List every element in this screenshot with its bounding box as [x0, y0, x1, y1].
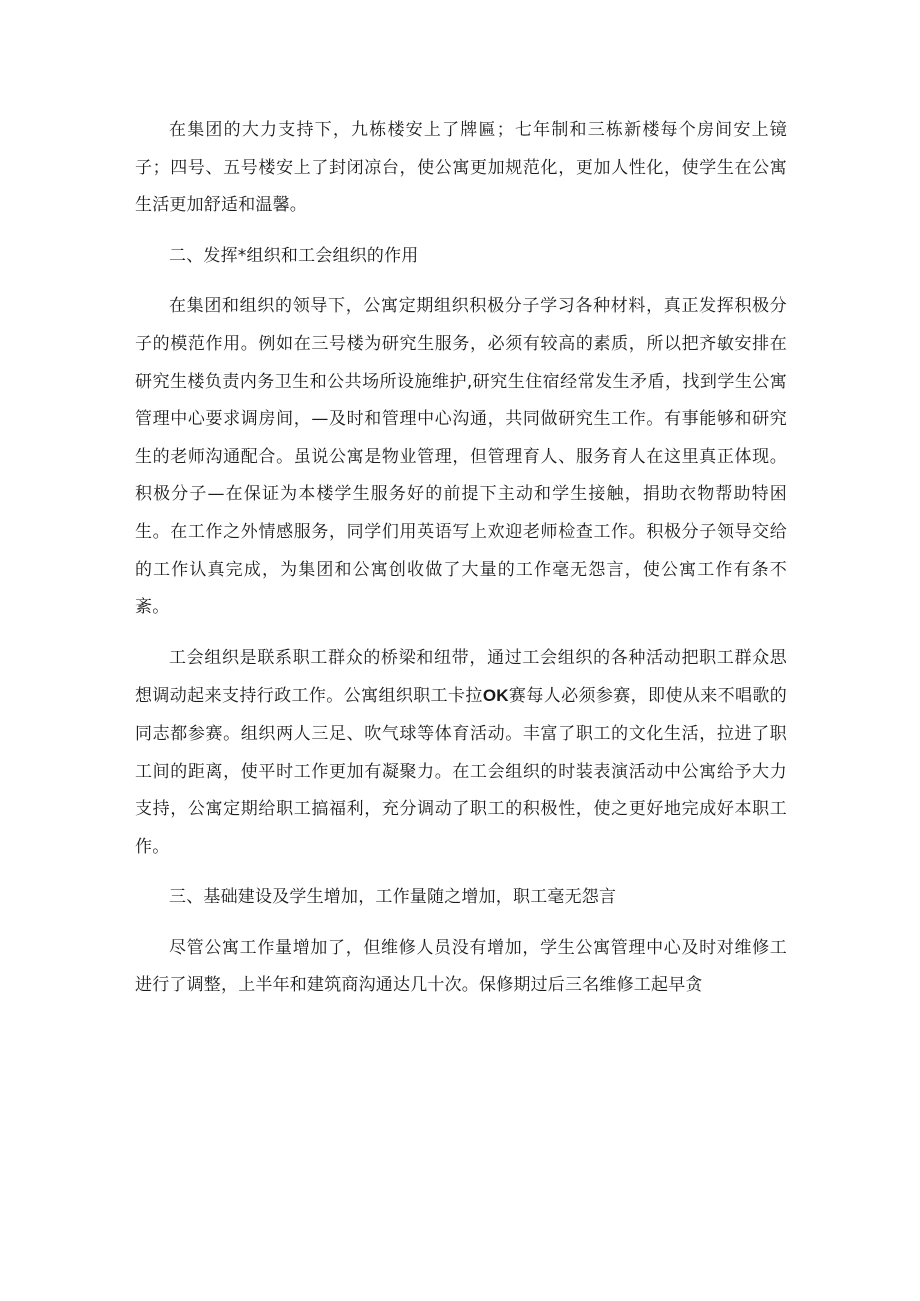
paragraph-union-activities — [135, 640, 787, 867]
paragraph-building-upgrades: 在集团的大力支持下，九栋楼安上了牌匾；七年制和三栋新楼每个房间安上镜子；四号、五号楼安上了封闭凉台，使公寓更加规范化，更加人性化，使学生在公寓生活更加舒适和温馨。 — [135, 120, 787, 216]
paragraph-activists-role: 在集团和组织的领导下，公寓定期组织积极分子学习各种材料，真正发挥积极分子的模范作用。例如在三号楼为研究生服务，必须有较高的素质，所以把齐敏安排在研究生楼负责内务卫生和公共场所设施维护,研究生住宿经常发生矛盾，找到学生公寓管理中心要求调房间，—及时和管理中心沟通，共同做研究生工作。有事能够和研究生的老师沟通配合。虽说公寓是物业管理，但管理育人、服务育人在这里真正体现。积极分子—在保证为本楼学生服务好的前提下主动和学生接触，捐助衣物帮助特困生。在工作之外情感服务，同学们用英语写上欢迎老师检查工作。积极分子领导交给的工作认真完成，为集团和公寓创收做了大量的工作毫无怨言，使公寓工作有条不紊。 — [135, 296, 787, 618]
union-text-after: 赛每人必须参赛，即使从来不唱歌的同志都参赛。组织两人三足、吹气球等体育活动。丰富了职工的文化生活，拉进了职工间的距离，使平时工作更加有凝聚力。在工会组织的时装表演活动中公寓给予大力支持，公寓定期给职工搞福利，充分调动了职工的积极性，使之更好地完成好本职工作。 — [135, 686, 787, 857]
union-text-before: 工会组织是联系职工群众的桥梁和纽带，通过工会组织的各种活动把职工群众思想调动起来支持行政工作。公寓组织职工卡拉 — [135, 647, 787, 707]
document-body — [135, 112, 787, 1005]
section-heading-three: 三、基础建设及学生增加，工作量随之增加，职工毫无怨言 — [169, 887, 617, 908]
union-text-ok: OK — [482, 686, 509, 706]
section-heading-two: 二、发挥*组织和工会组织的作用 — [169, 245, 419, 266]
paragraph-maintenance-workload: 尽管公寓工作量增加了，但维修人员没有增加，学生公寓管理中心及时对维修工进行了调整，上半年和建筑商沟通达几十次。保修期过后三名维修工起早贪 — [135, 937, 787, 996]
